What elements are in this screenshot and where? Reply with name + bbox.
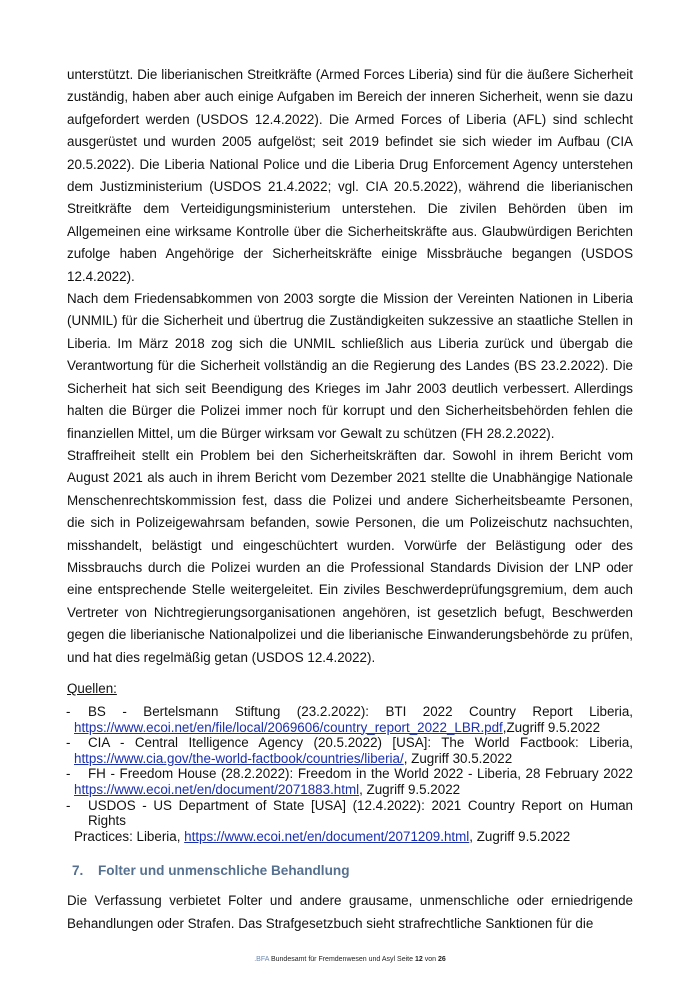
bullet-dash: - bbox=[66, 766, 71, 782]
source-item bbox=[67, 735, 633, 766]
sources-heading: Quellen: bbox=[67, 680, 117, 696]
footer-of-label: von bbox=[424, 956, 437, 964]
paragraph: unterstützt. Die liberianischen Streitkräfte (Armed Forces Liberia) sind für die äußere Sicherheit zuständig, haben aber auch einige Aufgaben im Bereich der inneren Sicherheit, wenn sie dazu aufgefordert werden (USDOS 12.4.2022). Die Armed Forces of Liberia (AFL) sind schlecht ausgerüstet und wurden 2005 aufgelöst; seit 2019 befindet sie sich wieder im Aufbau (CIA 20.5.2022). Die Liberia National Police und die Liberia Drug Enforcement Agency unterstehen dem Justizministerium (USDOS 21.4.2022; vgl. CIA 20.5.2022), während die liberianischen Streitkräfte dem Verteidigungsministerium unterstehen. Die zivilen Behörden üben im Allgemeinen eine wirksame Kontrolle über die Sicherheitskräfte aus. Glaubwürdigen Berichten zufolge haben Angehörige der Sicherheitskräfte einige Missbräuche begangen (USDOS 12.4.2022). bbox=[67, 67, 633, 284]
body-text bbox=[67, 64, 633, 669]
footer-page-label: Seite bbox=[397, 956, 414, 964]
section-number: 7. bbox=[72, 863, 84, 879]
source-text: FH - Freedom House (28.2.2022): Freedom in the World 2022 - Liberia, 28 February 2022 bbox=[88, 766, 633, 782]
bullet-dash: - bbox=[66, 703, 71, 719]
source-text: USDOS - US Department of State [USA] (12.4.2022): 2021 Country Report on Human Rights bbox=[88, 797, 633, 829]
sources-list bbox=[67, 704, 633, 844]
source-link[interactable]: https://www.ecoi.net/en/document/2071883.html bbox=[74, 781, 360, 797]
source-access-date: ,Zugriff 9.5.2022 bbox=[502, 719, 601, 735]
section-heading bbox=[67, 862, 633, 880]
source-access-date: , Zugriff 30.5.2022 bbox=[403, 750, 513, 766]
bullet-dash: - bbox=[66, 797, 71, 813]
section-title: Folter und unmenschliche Behandlung bbox=[98, 863, 350, 879]
page-total: 26 bbox=[437, 956, 446, 964]
source-link[interactable]: https://www.cia.gov/the-world-factbook/countries/liberia/ bbox=[74, 750, 404, 766]
source-item bbox=[67, 798, 633, 845]
bfa-logo: .BFA bbox=[254, 956, 270, 964]
bullet-dash: - bbox=[66, 735, 71, 751]
source-link[interactable]: https://www.ecoi.net/en/file/local/2069606/country_report_2022_LBR.pdf bbox=[74, 719, 503, 735]
source-text: CIA - Central Itelligence Agency (20.5.2022) [USA]: The World Factbook: Liberia, bbox=[88, 735, 633, 751]
source-access-date: , Zugriff 9.5.2022 bbox=[469, 828, 571, 844]
source-link[interactable]: https://www.ecoi.net/en/document/2071209.html bbox=[184, 828, 470, 844]
page-number: 12 bbox=[414, 956, 423, 964]
paragraph: Straffreiheit stellt ein Problem bei den Sicherheitskräften dar. Sowohl in ihrem Bericht vom August 2021 als auch in ihrem Bericht vom Dezember 2021 stellte die Unabhängige Nationale Menschenrechtskommission fest, dass die Polizei und andere Sicherheitsbeamte Personen, die sich in Polizeigewahrsam befanden, sowie Personen, die um Polizeischutz nachsuchten, misshandelt, belästigt und eingeschüchtert wurden. Vorwürfe der Belästigung oder des Missbrauchs durch die Polizei wurden an die Professional Standards Division der LNP oder eine entsprechende Stelle weitergeleitet. Ein ziviles Beschwerdeprüfungsgremium, dem auch Vertreter von Nichtregierungsorganisationen angehören, ist gesetzlich befugt, Beschwerden gegen die liberianische Nationalpolizei und die liberianische Einwanderungsbehörde zu prüfen, und hat dies regelmäßig getan (USDOS 12.4.2022). bbox=[67, 447, 633, 665]
source-text-cont: Practices: Liberia, bbox=[74, 828, 185, 844]
source-item bbox=[67, 704, 633, 735]
section-paragraph: Die Verfassung verbietet Folter und andere grausame, unmenschliche oder erniedrigende Behandlungen oder Strafen. Das Strafgesetzbuch sieht strafrechtliche Sanktionen für die bbox=[67, 893, 633, 931]
footer-org: Bundesamt für Fremdenwesen und Asyl bbox=[270, 956, 396, 964]
paragraph: Nach dem Friedensabkommen von 2003 sorgte die Mission der Vereinten Nationen in Liberia (UNMIL) für die Sicherheit und übertrug die Zuständigkeiten sukzessive an staatliche Stellen in Liberia. Im März 2018 zog sich die UNMIL schließlich aus Liberia zurück und übergab die Verantwortung für die Sicherheit vollständig an die Regierung des Landes (BS 23.2.2022). Die Sicherheit hat sich seit Beendigung des Krieges im Jahr 2003 deutlich verbessert. Allerdings halten die Bürger die Polizei immer noch für korrupt und den Sicherheitsbehörden fehlen die finanziellen Mittel, um die Bürger wirksam vor Gewalt zu schützen (FH 28.2.2022). bbox=[67, 291, 633, 441]
source-item bbox=[67, 766, 633, 797]
source-access-date: , Zugriff 9.5.2022 bbox=[359, 781, 461, 797]
page-footer bbox=[67, 955, 633, 965]
source-text: BS - Bertelsmann Stiftung (23.2.2022): BTI 2022 Country Report Liberia, bbox=[88, 703, 633, 719]
